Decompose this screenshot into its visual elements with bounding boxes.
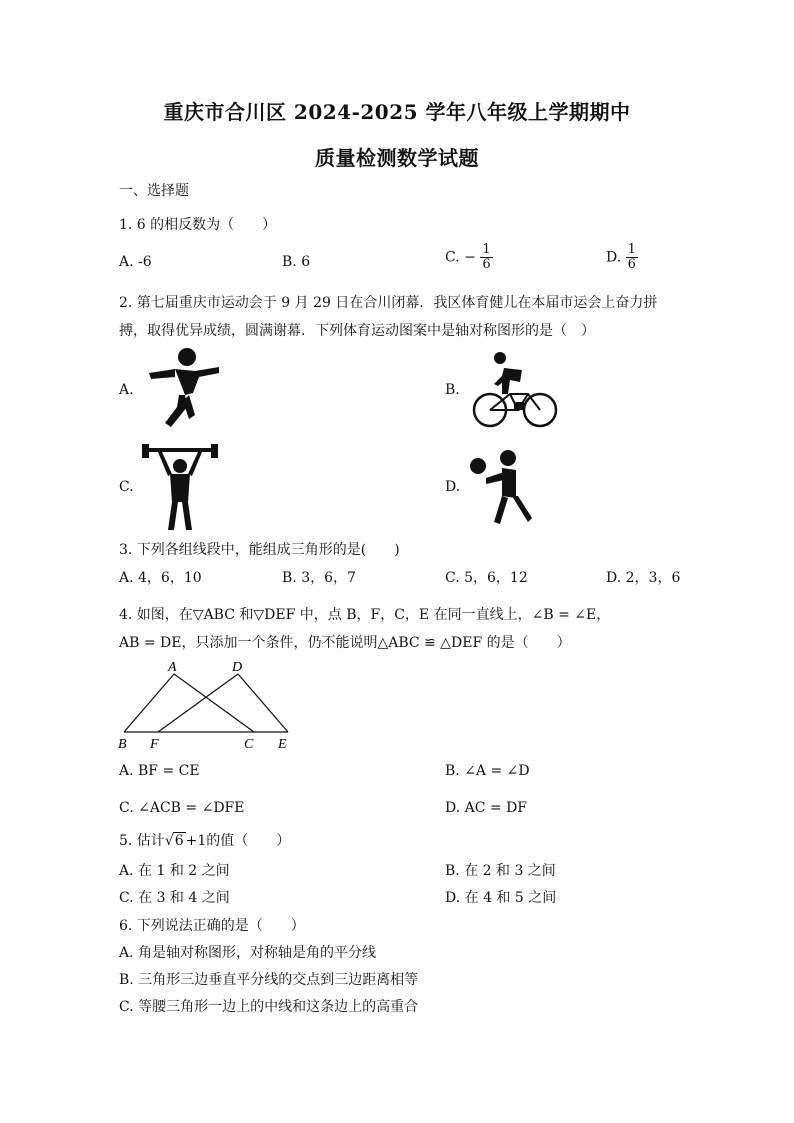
q4-option-a: A. BF = CE — [119, 763, 200, 779]
q4-option-d: D. AC = DF — [445, 800, 528, 816]
volleyball-player-pictogram-icon — [466, 448, 546, 528]
q2-option-d-label: D. — [445, 479, 461, 495]
q1-option-b: B. 6 — [282, 254, 311, 270]
q2-option-b-label: B. — [445, 382, 460, 398]
q2-stem-line2: 搏，取得优异成绩，圆满谢幕．下列体育运动图案中是轴对称图形的是（ ） — [119, 323, 595, 339]
q6-stem: 6. 下列说法正确的是（ ） — [119, 918, 305, 934]
q6-option-b: B. 三角形三边垂直平分线的交点到三边距离相等 — [119, 972, 419, 988]
q4-stem-line2: AB = DE，只添加一个条件，仍不能说明△ABC ≌ △DEF 的是（ ） — [119, 635, 571, 651]
q2-stem-line1: 2. 第七届重庆市运动会于 9 月 29 日在合川闭幕．我区体育健儿在本届市运会上奋力拼 — [119, 295, 658, 311]
q3-option-a: A. 4，6，10 — [119, 570, 202, 586]
q2-option-c-label: C. — [119, 479, 134, 495]
point-label-d: D — [232, 660, 243, 675]
q4-option-b: B. ∠A = ∠D — [445, 763, 530, 779]
q6-option-c: C. 等腰三角形一边上的中线和这条边上的高重合 — [119, 999, 419, 1015]
q2-option-a-label: A. — [119, 382, 134, 398]
q3-option-d: D. 2，3，6 — [606, 570, 681, 586]
runner-pictogram-icon — [145, 345, 225, 435]
q1-d-denominator: 6 — [627, 257, 636, 272]
q1-stem: 1. 6 的相反数为（ ） — [119, 217, 277, 233]
q3-stem: 3. 下列各组线段中，能组成三角形的是( ) — [119, 542, 400, 558]
weightlifter-pictogram-icon — [140, 444, 220, 532]
q1-option-a: A. -6 — [119, 254, 152, 270]
q1-option-d-fraction — [626, 243, 638, 272]
q1-option-c-fraction — [480, 243, 492, 272]
q4-stem-line1: 4. 如图，在▽ABC 和▽DEF 中，点 B，F，C，E 在同一直线上，∠B = ∠E， — [119, 607, 611, 623]
exam-title-line2: 质量检测数学试题 — [315, 146, 479, 170]
q1-c-denominator: 6 — [482, 257, 491, 272]
q4-option-c: C. ∠ACB = ∠DFE — [119, 800, 245, 816]
q5-sqrt-sign: √ — [164, 833, 174, 849]
q5-option-b: B. 在 2 和 3 之间 — [445, 863, 556, 879]
point-label-e: E — [278, 737, 287, 752]
q1-c-numerator: 1 — [482, 242, 491, 257]
q4-triangle-figure — [114, 656, 304, 752]
cyclist-pictogram-icon — [470, 350, 560, 430]
q1-option-c — [445, 243, 493, 272]
q5-option-d: D. 在 4 和 5 之间 — [445, 890, 557, 906]
q5-option-c: C. 在 3 和 4 之间 — [119, 890, 230, 906]
q1-option-c-sign: − — [464, 249, 476, 266]
point-label-a: A — [168, 660, 177, 675]
q3-option-c: C. 5，6，12 — [445, 570, 528, 586]
q5-stem-suffix: +1的值（ ） — [185, 833, 291, 849]
q3-option-b: B. 3，6，7 — [282, 570, 356, 586]
point-label-f: F — [150, 737, 159, 752]
q6-option-a: A. 角是轴对称图形，对称轴是角的平分线 — [119, 945, 377, 961]
q5-stem — [119, 830, 290, 850]
section-heading: 一、选择题 — [119, 183, 189, 199]
q5-stem-prefix: 5. 估计 — [119, 833, 165, 849]
q5-radicand: 6 — [174, 833, 184, 849]
q5-option-a: A. 在 1 和 2 之间 — [119, 863, 230, 879]
q1-d-numerator: 1 — [627, 242, 636, 257]
point-label-b: B — [118, 737, 127, 752]
q1-option-d — [606, 243, 638, 272]
q1-option-d-label: D. — [606, 249, 622, 266]
exam-title-line1: 重庆市合川区 2024-2025 学年八年级上学期期中 — [163, 100, 631, 124]
point-label-c: C — [244, 737, 254, 752]
q1-option-c-label: C. — [445, 249, 460, 266]
